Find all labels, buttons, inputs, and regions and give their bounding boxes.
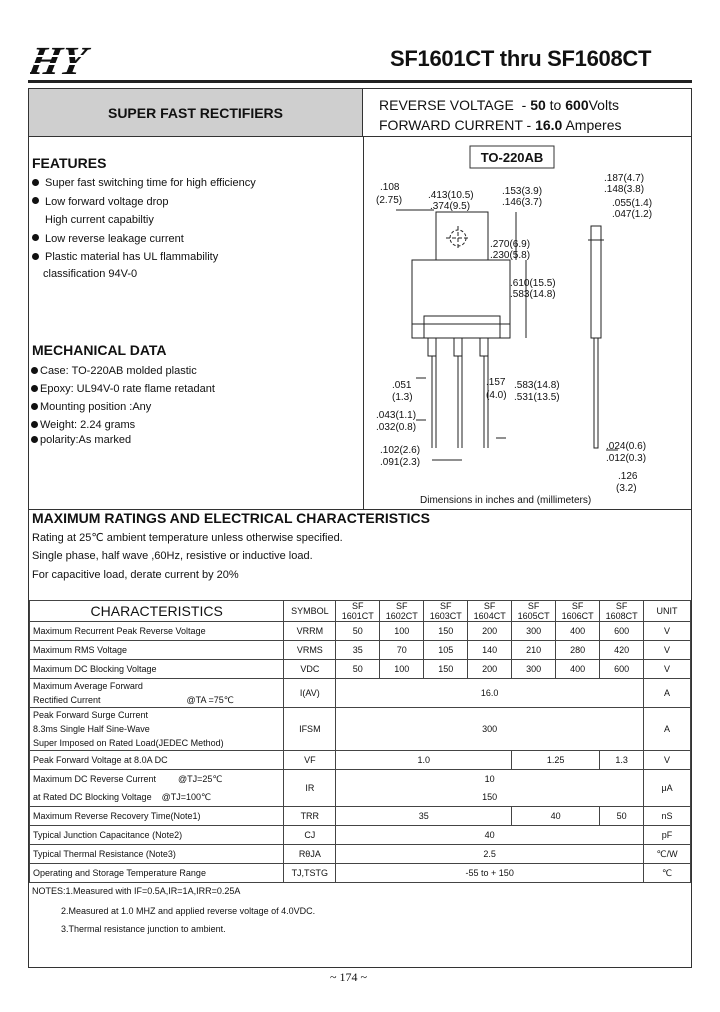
svg-text:.012(0.3): .012(0.3) xyxy=(606,453,647,464)
bullet-icon xyxy=(31,421,38,428)
svg-text:.148(3.8): .148(3.8) xyxy=(604,184,645,195)
header-symbol: SYMBOL xyxy=(284,601,336,622)
table-row: Maximum Average Forward Rectified Current @TA =75℃ I(AV) 16.0 A xyxy=(30,679,691,708)
svg-text:(4.0): (4.0) xyxy=(486,390,507,401)
fc-label: FORWARD CURRENT xyxy=(379,117,523,133)
mechanical-title: MECHANICAL DATA xyxy=(32,342,167,358)
bullet-icon xyxy=(32,179,39,186)
svg-text:.047(1.2): .047(1.2) xyxy=(612,209,653,220)
rating-note: Rating at 25℃ ambient temperature unless otherwise specified. xyxy=(32,532,343,544)
svg-text:.583(14.8): .583(14.8) xyxy=(514,380,560,391)
mech-item: Mounting position :Any xyxy=(31,398,215,416)
feature-item: Plastic material has UL flammability xyxy=(32,248,256,267)
header-unit: UNIT xyxy=(644,601,691,622)
package-side-view xyxy=(591,226,601,338)
svg-text:.153(3.9): .153(3.9) xyxy=(502,186,543,197)
summary-box xyxy=(363,89,691,137)
svg-text:.043(1.1): .043(1.1) xyxy=(376,410,417,421)
table-row: Maximum DC Blocking Voltage VDC 50 100 150 200 300 400 600 V xyxy=(30,660,691,679)
table-header-row: CHARACTERISTICS SYMBOL SF 1601CT SF 1602CT SF 1603CT SF 1604CT SF 1605CT SF 1606CT SF 1608CT UNIT xyxy=(30,601,691,622)
rv-low: 50 xyxy=(530,97,546,113)
brand-logo xyxy=(30,42,160,80)
bullet-icon xyxy=(31,385,38,392)
product-type: SUPER FAST RECTIFIERS xyxy=(29,89,363,137)
page-title: SF1601CT thru SF1608CT xyxy=(390,46,652,71)
svg-text:.583(14.8): .583(14.8) xyxy=(510,289,556,300)
table-row: Peak Forward Surge Current 8.3ms Single Half Sine-Wave Super Imposed on Rated Load(JEDEC Method) IFSM 300 A xyxy=(30,708,691,751)
svg-text:.374(9.5): .374(9.5) xyxy=(430,201,471,212)
svg-text:.531(13.5): .531(13.5) xyxy=(514,392,560,403)
bullet-icon xyxy=(32,197,39,204)
svg-text:.091(2.3): .091(2.3) xyxy=(380,457,421,468)
dimensions-caption: Dimensions in inches and (millimeters) xyxy=(420,495,592,506)
table-row: Peak Forward Voltage at 8.0A DC VF 1.0 1.25 1.3 V xyxy=(30,751,691,770)
bullet-icon xyxy=(31,436,38,443)
fc-unit: Amperes xyxy=(565,117,622,133)
rv-high: 600 xyxy=(565,97,589,113)
feature-item: Low forward voltage drop xyxy=(32,193,256,212)
table-row: Maximum Recurrent Peak Reverse Voltage VRRM 50 100 150 200 300 400 600 V xyxy=(30,622,691,641)
svg-text:.108: .108 xyxy=(380,182,400,193)
logo-text: HY xyxy=(30,42,91,80)
svg-text:(2.75): (2.75) xyxy=(376,195,403,206)
bullet-icon xyxy=(31,367,38,374)
svg-text:.157: .157 xyxy=(486,377,506,388)
package-drawing xyxy=(366,138,690,508)
feature-item: Super fast switching time for high efficiency xyxy=(32,174,256,193)
feature-item: classification 94V-0 xyxy=(43,267,138,280)
package-tab xyxy=(436,212,488,260)
forward-current-line xyxy=(379,117,622,133)
svg-text:.270(6.9): .270(6.9) xyxy=(490,239,531,250)
bullet-icon xyxy=(32,234,39,241)
svg-text:.102(2.6): .102(2.6) xyxy=(380,445,421,456)
header-characteristics: CHARACTERISTICS xyxy=(30,601,284,622)
mech-item: Case: TO-220AB molded plastic xyxy=(31,362,215,380)
svg-text:.024(0.6): .024(0.6) xyxy=(606,441,647,452)
rv-label: REVERSE VOLTAGE xyxy=(379,97,514,113)
feature-item: Low reverse leakage current xyxy=(32,230,256,249)
mech-item: Weight: 2.24 grams xyxy=(31,416,215,434)
rv-to: to xyxy=(549,97,562,113)
mechanical-list xyxy=(31,362,215,446)
fc-value: 16.0 xyxy=(535,117,563,133)
table-row: Typical Junction Capacitance (Note2) CJ 40 pF xyxy=(30,826,691,845)
features-list xyxy=(32,174,256,281)
note-1: NOTES:1.Measured with IF=0.5A,IR=1A,IRR=0.25A xyxy=(32,886,241,896)
svg-text:.032(0.8): .032(0.8) xyxy=(376,422,417,433)
svg-text:.055(1.4): .055(1.4) xyxy=(612,198,653,209)
mech-item: Epoxy: UL94V-0 rate flame retadant xyxy=(31,380,215,398)
reverse-voltage-line xyxy=(379,97,619,113)
bullet-icon xyxy=(32,253,39,260)
rating-note: Single phase, half wave ,60Hz, resistive or inductive load. xyxy=(32,550,313,562)
svg-text:.187(4.7): .187(4.7) xyxy=(604,173,645,184)
svg-text:.413(10.5): .413(10.5) xyxy=(428,190,474,201)
note-2: 2.Measured at 1.0 MHZ and applied reverse voltage of 4.0VDC. xyxy=(61,906,316,916)
svg-text:.610(15.5): .610(15.5) xyxy=(510,278,556,289)
svg-text:.126: .126 xyxy=(618,471,638,482)
characteristics-table xyxy=(29,600,691,883)
bullet-icon xyxy=(31,403,38,410)
svg-text:(3.2): (3.2) xyxy=(616,483,637,494)
table-row: Maximum RMS Voltage VRMS 35 70 105 140 210 280 420 V xyxy=(30,641,691,660)
features-title: FEATURES xyxy=(32,155,107,171)
feature-item: High current capabiltiy xyxy=(45,214,154,226)
rv-unit: Volts xyxy=(588,97,619,113)
table-row: Maximum Reverse Recovery Time(Note1) TRR 35 40 50 nS xyxy=(30,807,691,826)
fc-dash: - xyxy=(526,117,532,133)
lead-1 xyxy=(428,338,436,356)
table-row: Typical Thermal Resistance (Note3) RθJA 2.5 ℃/W xyxy=(30,845,691,864)
svg-text:(1.3): (1.3) xyxy=(392,392,413,403)
package-body xyxy=(412,260,510,338)
table-row: Maximum DC Reverse Current @TJ=25℃ at Rated DC Blocking Voltage @TJ=100℃ IR 10 150 μA xyxy=(30,770,691,807)
svg-text:.051: .051 xyxy=(392,380,412,391)
page-number: ~ 174 ~ xyxy=(330,970,367,984)
svg-text:.146(3.7): .146(3.7) xyxy=(502,197,543,208)
column-divider xyxy=(363,137,364,509)
lead-3 xyxy=(480,338,488,356)
table-row: Operating and Storage Temperature Range TJ,TSTG -55 to + 150 ℃ xyxy=(30,864,691,883)
title-rule xyxy=(28,80,692,83)
mech-item: polarity:As marked xyxy=(31,434,215,446)
ratings-title: MAXIMUM RATINGS AND ELECTRICAL CHARACTERISTICS xyxy=(32,510,430,526)
note-3: 3.Thermal resistance junction to ambient. xyxy=(61,924,226,934)
rating-note: For capacitive load, derate current by 20% xyxy=(32,569,239,581)
package-name: TO-220AB xyxy=(480,150,544,165)
lead-2 xyxy=(454,338,462,356)
svg-text:.230(5.8): .230(5.8) xyxy=(490,250,531,261)
rv-dash: - xyxy=(521,97,527,113)
